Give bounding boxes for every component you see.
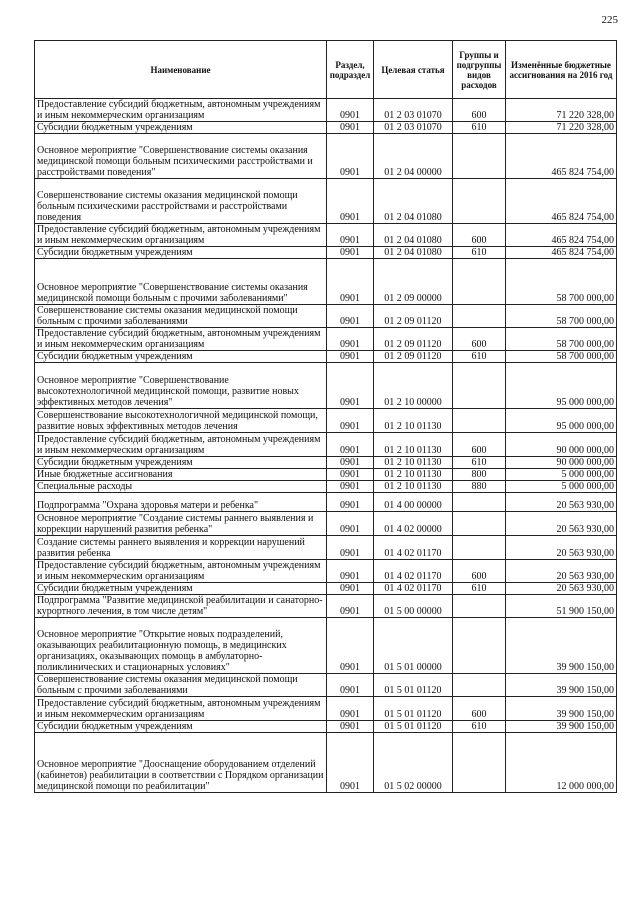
cell-group <box>453 305 506 328</box>
cell-name: Совершенствование системы оказания медицинской помощи больным с прочими заболеваниями <box>35 674 327 697</box>
table-row <box>35 595 617 618</box>
table-row <box>35 134 617 179</box>
cell-amount: 39 900 150,00 <box>506 721 617 733</box>
cell-name: Основное мероприятие "Создание системы раннего выявления и коррекции нарушений развития ребенка" <box>35 512 327 536</box>
cell-name: Подпрограмма "Охрана здоровья матери и ребенка" <box>35 493 327 512</box>
cell-article: 01 2 09 01120 <box>374 328 453 351</box>
budget-table <box>34 40 617 793</box>
cell-amount: 465 824 754,00 <box>506 179 617 224</box>
cell-amount: 20 563 930,00 <box>506 583 617 595</box>
cell-article: 01 2 09 01120 <box>374 305 453 328</box>
cell-group: 600 <box>453 224 506 247</box>
cell-group: 600 <box>453 99 506 122</box>
cell-article: 01 4 00 00000 <box>374 493 453 512</box>
cell-name: Предоставление субсидий бюджетным, автономным учреждениям и иным некоммерческим организациям <box>35 99 327 122</box>
cell-name: Совершенствование системы оказания медицинской помощи больным с прочими заболеваниями <box>35 305 327 328</box>
cell-article: 01 5 02 00000 <box>374 733 453 793</box>
table-row <box>35 259 617 305</box>
table-row <box>35 351 617 363</box>
cell-name: Подпрограмма "Развитие медицинской реабилитации и санаторно-курортного лечения, в том числе детям" <box>35 595 327 618</box>
cell-amount: 71 220 328,00 <box>506 122 617 134</box>
cell-group <box>453 674 506 697</box>
table-row <box>35 179 617 224</box>
cell-article: 01 2 10 01130 <box>374 409 453 433</box>
cell-article: 01 2 04 01080 <box>374 224 453 247</box>
cell-name: Субсидии бюджетным учреждениям <box>35 351 327 363</box>
cell-amount: 12 000 000,00 <box>506 733 617 793</box>
cell-amount: 5 000 000,00 <box>506 469 617 481</box>
cell-section: 0901 <box>327 247 374 259</box>
cell-name: Субсидии бюджетным учреждениям <box>35 583 327 595</box>
cell-name: Субсидии бюджетным учреждениям <box>35 721 327 733</box>
table-row <box>35 721 617 733</box>
cell-amount: 465 824 754,00 <box>506 247 617 259</box>
cell-group <box>453 134 506 179</box>
cell-article: 01 2 03 01070 <box>374 122 453 134</box>
header-amount: Изменённые бюджетные ассигнования на 2016 год <box>506 41 617 99</box>
cell-section: 0901 <box>327 595 374 618</box>
cell-section: 0901 <box>327 99 374 122</box>
cell-amount: 465 824 754,00 <box>506 224 617 247</box>
cell-article: 01 2 04 01080 <box>374 247 453 259</box>
cell-amount: 95 000 000,00 <box>506 363 617 409</box>
cell-name: Основное мероприятие "Совершенствование системы оказания медицинской помощи больным с прочими заболеваниями" <box>35 259 327 305</box>
cell-article: 01 5 01 01120 <box>374 721 453 733</box>
table-row <box>35 457 617 469</box>
cell-section: 0901 <box>327 122 374 134</box>
cell-amount: 39 900 150,00 <box>506 674 617 697</box>
cell-name: Основное мероприятие "Совершенствование системы оказания медицинской помощи больным психическими расстройствами и расстройствами поведения" <box>35 134 327 179</box>
table-row <box>35 536 617 560</box>
cell-group: 600 <box>453 433 506 457</box>
cell-amount: 90 000 000,00 <box>506 433 617 457</box>
cell-group: 600 <box>453 697 506 721</box>
cell-group: 610 <box>453 122 506 134</box>
cell-group: 600 <box>453 560 506 583</box>
cell-name: Основное мероприятие "Открытие новых подразделений, оказывающих реабилитационную помощь, в медицинских организациях, оказывающих помощь в амбулаторно-поликлинических и стационарных условиях" <box>35 618 327 674</box>
table-row <box>35 618 617 674</box>
page-number: 225 <box>601 14 618 26</box>
cell-amount: 58 700 000,00 <box>506 328 617 351</box>
cell-article: 01 2 04 01080 <box>374 179 453 224</box>
cell-group <box>453 512 506 536</box>
cell-amount: 90 000 000,00 <box>506 457 617 469</box>
cell-section: 0901 <box>327 259 374 305</box>
cell-name: Субсидии бюджетным учреждениям <box>35 247 327 259</box>
cell-article: 01 2 09 00000 <box>374 259 453 305</box>
cell-section: 0901 <box>327 433 374 457</box>
cell-section: 0901 <box>327 618 374 674</box>
cell-amount: 20 563 930,00 <box>506 536 617 560</box>
cell-amount: 20 563 930,00 <box>506 493 617 512</box>
cell-article: 01 5 01 01120 <box>374 697 453 721</box>
cell-article: 01 5 00 00000 <box>374 595 453 618</box>
cell-group: 610 <box>453 351 506 363</box>
cell-section: 0901 <box>327 493 374 512</box>
cell-article: 01 4 02 01170 <box>374 536 453 560</box>
cell-article: 01 5 01 00000 <box>374 618 453 674</box>
cell-group <box>453 536 506 560</box>
cell-group: 600 <box>453 328 506 351</box>
cell-group <box>453 733 506 793</box>
cell-amount: 465 824 754,00 <box>506 134 617 179</box>
cell-article: 01 2 10 01130 <box>374 481 453 493</box>
table-header <box>35 41 617 99</box>
cell-section: 0901 <box>327 733 374 793</box>
cell-article: 01 5 01 01120 <box>374 674 453 697</box>
header-name: Наименование <box>35 41 327 99</box>
cell-name: Иные бюджетные ассигнования <box>35 469 327 481</box>
cell-article: 01 2 03 01070 <box>374 99 453 122</box>
table-row <box>35 328 617 351</box>
table-row <box>35 481 617 493</box>
cell-amount: 39 900 150,00 <box>506 697 617 721</box>
cell-section: 0901 <box>327 305 374 328</box>
cell-article: 01 4 02 01170 <box>374 583 453 595</box>
cell-section: 0901 <box>327 179 374 224</box>
table-row <box>35 224 617 247</box>
table-row <box>35 674 617 697</box>
header-article: Целевая статья <box>374 41 453 99</box>
table-row <box>35 433 617 457</box>
cell-section: 0901 <box>327 409 374 433</box>
table-row <box>35 122 617 134</box>
table-row <box>35 99 617 122</box>
table-row <box>35 733 617 793</box>
cell-group <box>453 409 506 433</box>
cell-section: 0901 <box>327 457 374 469</box>
cell-amount: 58 700 000,00 <box>506 351 617 363</box>
cell-article: 01 2 10 01130 <box>374 433 453 457</box>
cell-name: Совершенствование системы оказания медицинской помощи больным психическими расстройствами и расстройствами поведения <box>35 179 327 224</box>
header-row <box>35 41 617 99</box>
cell-section: 0901 <box>327 328 374 351</box>
cell-amount: 20 563 930,00 <box>506 560 617 583</box>
cell-amount: 95 000 000,00 <box>506 409 617 433</box>
cell-group: 610 <box>453 457 506 469</box>
cell-group <box>453 618 506 674</box>
cell-section: 0901 <box>327 224 374 247</box>
cell-section: 0901 <box>327 721 374 733</box>
table-row <box>35 697 617 721</box>
cell-amount: 58 700 000,00 <box>506 305 617 328</box>
cell-name: Субсидии бюджетным учреждениям <box>35 122 327 134</box>
cell-group <box>453 595 506 618</box>
cell-amount: 20 563 930,00 <box>506 512 617 536</box>
cell-section: 0901 <box>327 560 374 583</box>
cell-section: 0901 <box>327 674 374 697</box>
cell-name: Совершенствование высокотехнологичной медицинской помощи, развитие новых эффективных методов лечения <box>35 409 327 433</box>
cell-amount: 58 700 000,00 <box>506 259 617 305</box>
table-row <box>35 469 617 481</box>
table-row <box>35 247 617 259</box>
cell-group: 880 <box>453 481 506 493</box>
cell-article: 01 2 10 01130 <box>374 457 453 469</box>
header-group: Группы и подгруппы видов расходов <box>453 41 506 99</box>
cell-section: 0901 <box>327 469 374 481</box>
table-row <box>35 583 617 595</box>
cell-section: 0901 <box>327 536 374 560</box>
cell-name: Основное мероприятие "Дооснащение оборудованием отделений (кабинетов) реабилитации в соответствии с Порядком организации медицинской помощи по реабилитации" <box>35 733 327 793</box>
cell-name: Предоставление субсидий бюджетным, автономным учреждениям и иным некоммерческим организациям <box>35 224 327 247</box>
cell-name: Предоставление субсидий бюджетным, автономным учреждениям и иным некоммерческим организациям <box>35 433 327 457</box>
cell-name: Предоставление субсидий бюджетным, автономным учреждениям и иным некоммерческим организациям <box>35 697 327 721</box>
header-section: Раздел, подраздел <box>327 41 374 99</box>
cell-name: Предоставление субсидий бюджетным, автономным учреждениям и иным некоммерческим организациям <box>35 560 327 583</box>
cell-section: 0901 <box>327 363 374 409</box>
cell-group: 800 <box>453 469 506 481</box>
table-row <box>35 493 617 512</box>
cell-name: Создание системы раннего выявления и коррекции нарушений развития ребенка <box>35 536 327 560</box>
cell-name: Предоставление субсидий бюджетным, автономным учреждениям и иным некоммерческим организациям <box>35 328 327 351</box>
cell-group <box>453 363 506 409</box>
cell-section: 0901 <box>327 583 374 595</box>
table-body <box>35 99 617 793</box>
cell-section: 0901 <box>327 697 374 721</box>
table-row <box>35 363 617 409</box>
cell-group: 610 <box>453 247 506 259</box>
table-row <box>35 512 617 536</box>
cell-article: 01 2 04 00000 <box>374 134 453 179</box>
cell-name: Основное мероприятие "Совершенствование высокотехнологичной медицинской помощи, развитие новых эффективных методов лечения" <box>35 363 327 409</box>
cell-section: 0901 <box>327 481 374 493</box>
cell-amount: 39 900 150,00 <box>506 618 617 674</box>
cell-group <box>453 179 506 224</box>
cell-article: 01 2 10 00000 <box>374 363 453 409</box>
cell-amount: 5 000 000,00 <box>506 481 617 493</box>
table-row <box>35 409 617 433</box>
cell-section: 0901 <box>327 512 374 536</box>
cell-amount: 51 900 150,00 <box>506 595 617 618</box>
cell-article: 01 4 02 01170 <box>374 560 453 583</box>
cell-group <box>453 259 506 305</box>
cell-amount: 71 220 328,00 <box>506 99 617 122</box>
cell-group <box>453 493 506 512</box>
cell-section: 0901 <box>327 351 374 363</box>
cell-name: Субсидии бюджетным учреждениям <box>35 457 327 469</box>
cell-group: 610 <box>453 583 506 595</box>
cell-group: 610 <box>453 721 506 733</box>
table-row <box>35 560 617 583</box>
cell-article: 01 2 10 01130 <box>374 469 453 481</box>
cell-section: 0901 <box>327 134 374 179</box>
cell-article: 01 2 09 01120 <box>374 351 453 363</box>
table-row <box>35 305 617 328</box>
cell-name: Специальные расходы <box>35 481 327 493</box>
cell-article: 01 4 02 00000 <box>374 512 453 536</box>
